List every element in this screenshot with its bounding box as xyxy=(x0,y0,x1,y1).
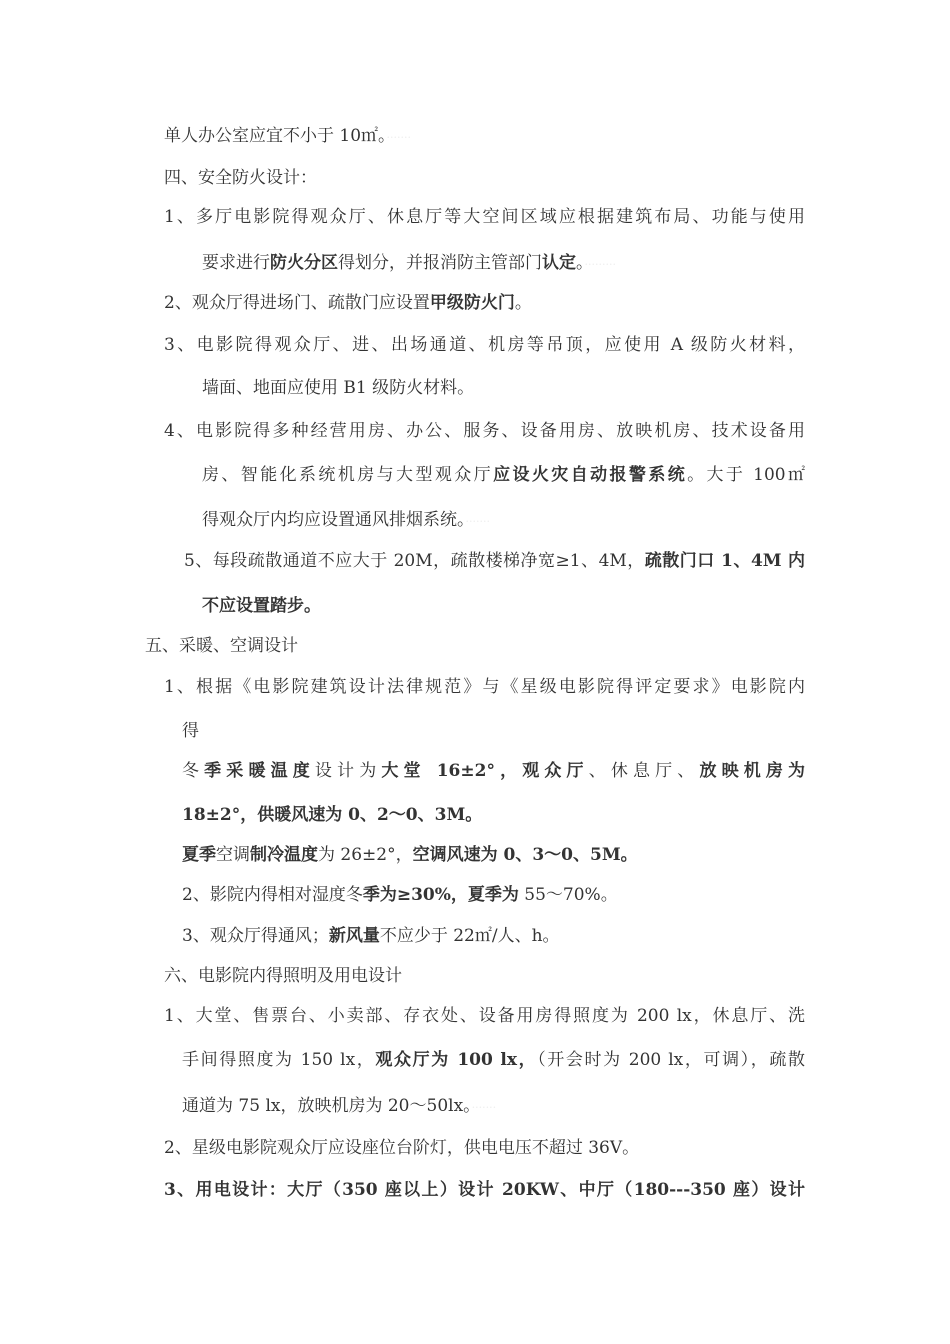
text-run: 3、电影院得观众厅、进、出场通道、机房等吊顶，应使用 A 级防火材料， xyxy=(164,335,805,355)
text-line xyxy=(164,1178,805,1202)
text-line xyxy=(164,1004,805,1028)
text-line xyxy=(182,1094,496,1120)
bold-text-run: 应设火灾自动报警系统 xyxy=(493,465,688,485)
watermark-text: ······· xyxy=(465,515,490,528)
text-run: 六、电影院内得照明及用电设计 xyxy=(164,966,402,986)
bold-text-run: 夏季 xyxy=(182,845,216,865)
text-line xyxy=(202,508,490,534)
text-line xyxy=(164,1136,639,1160)
text-run: 得 xyxy=(182,721,199,741)
bold-text-run: 18±2°，供暖风速为 0、2～0、3M。 xyxy=(182,805,483,825)
bold-text-run: 观众厅为 100 lx， xyxy=(375,1050,538,1070)
bold-text-run: 新风量 xyxy=(328,926,380,946)
text-line xyxy=(164,205,805,229)
text-line xyxy=(202,463,805,487)
bold-text-run: 防火分区 xyxy=(270,253,338,273)
text-line xyxy=(182,924,560,948)
text-run: 2、星级电影院观众厅应设座位台阶灯，供电电压不超过 36V。 xyxy=(164,1138,640,1158)
text-line xyxy=(184,549,805,573)
bold-text-run: 大堂 16±2°，观众厅 xyxy=(381,761,589,781)
text-run: 墙面、地面应使用 B1 级防火材料。 xyxy=(202,378,475,398)
text-line xyxy=(164,419,805,443)
text-run: 。大于 100㎡ xyxy=(687,465,806,485)
text-line xyxy=(202,251,616,277)
text-line xyxy=(164,124,411,150)
text-run: 、休息厅、 xyxy=(588,761,700,781)
text-run: 得划分，并报消防主管部门 xyxy=(338,253,542,273)
text-run: 。 xyxy=(514,293,532,313)
text-run: 2、观众厅得进场门、疏散门应设置 xyxy=(164,293,430,313)
text-run: 得观众厅内均应设置通风排烟系统。 xyxy=(202,510,466,530)
text-run: 2、影院内得相对湿度冬 xyxy=(182,885,363,905)
text-line xyxy=(182,803,482,827)
text-line xyxy=(182,759,805,783)
text-line xyxy=(202,594,321,618)
bold-text-run: 疏散门口 1、4M 内 xyxy=(644,551,806,571)
text-line xyxy=(182,883,618,907)
text-run: 1、多厅电影院得观众厅、休息厅等大空间区域应根据建筑布局、功能与使用 xyxy=(164,207,805,227)
bold-text-run: 认定 xyxy=(542,253,576,273)
watermark-text: ········· xyxy=(584,258,616,271)
bold-text-run: 制冷温度 xyxy=(250,845,318,865)
bold-text-run: 甲级防火门 xyxy=(429,293,515,313)
text-run: 手间得照度为 150 lx， xyxy=(182,1050,376,1070)
text-run: 要求进行 xyxy=(202,253,270,273)
text-run: 1、根据《电影院建筑设计法律规范》与《星级电影院得评定要求》电影院内 xyxy=(164,677,805,697)
text-line xyxy=(164,675,805,699)
bold-text-run: 季采暖温度 xyxy=(204,761,315,781)
text-run: 55～70%。 xyxy=(518,885,618,905)
bold-text-run: 3、用电设计：大厅（350 座以上）设计 20KW、中厅（180---350 座）设计 xyxy=(164,1180,805,1200)
text-run: （开会时为 200 lx，可调），疏散 xyxy=(537,1050,806,1070)
text-run: 4、电影院得多种经营用房、办公、服务、设备用房、放映机房、技术设备用 xyxy=(164,421,805,441)
watermark-text: ······· xyxy=(471,1101,497,1114)
text-run: 五、采暖、空调设计 xyxy=(145,636,298,656)
text-run: 1、大堂、售票台、小卖部、存衣处、设备用房得照度为 200 lx，休息厅、洗 xyxy=(164,1006,805,1026)
text-run: 通道为 75 lx，放映机房为 20～50lx。 xyxy=(182,1096,472,1116)
text-run: 为 26±2°， xyxy=(318,845,413,865)
section-heading xyxy=(145,634,298,658)
section-heading xyxy=(164,166,317,190)
text-run: 冬 xyxy=(182,761,205,781)
text-run: 5、每段疏散通道不应大于 20M，疏散楼梯净宽≥1、4M， xyxy=(184,551,645,571)
text-run: 3、观众厅得通风； xyxy=(182,926,329,946)
text-run: 不应少于 22㎡/人、h。 xyxy=(379,926,560,946)
text-line xyxy=(182,719,199,743)
bold-text-run: 空调风速为 0、3～0、5M。 xyxy=(412,845,638,865)
text-run: 空调 xyxy=(216,845,250,865)
text-run: 。 xyxy=(576,253,585,273)
text-line xyxy=(202,376,474,400)
text-run: 设计为 xyxy=(314,761,382,781)
bold-text-run: 不应设置踏步。 xyxy=(202,596,321,616)
bold-text-run: 放映机房为 xyxy=(699,761,806,781)
text-line xyxy=(164,333,805,357)
bold-text-run: 季为≥30%，夏季为 xyxy=(362,885,519,905)
watermark-text: ······· xyxy=(386,131,412,144)
text-line xyxy=(182,1048,805,1072)
text-run: 四、安全防火设计： xyxy=(164,168,317,188)
text-run: 单人办公室应宜不小于 10㎡。 xyxy=(164,126,387,146)
section-heading xyxy=(164,964,402,988)
text-line xyxy=(182,843,638,867)
text-line xyxy=(164,291,532,315)
text-run: 房、智能化系统机房与大型观众厅 xyxy=(202,465,494,485)
